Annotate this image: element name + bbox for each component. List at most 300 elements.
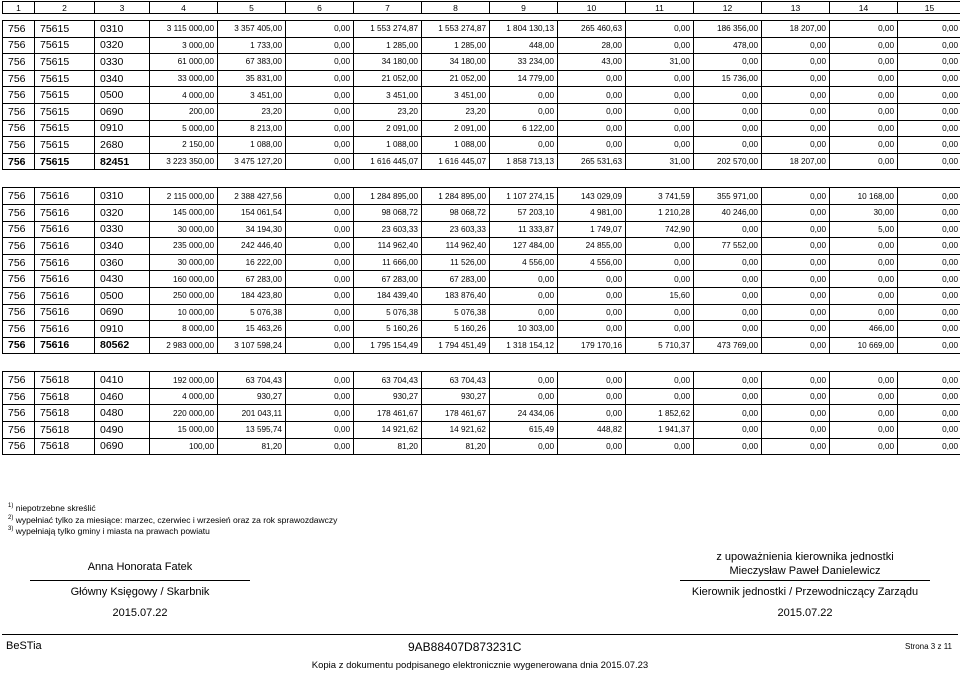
cell-col-1: 756 [3,70,35,87]
cell-col-5: 34 194,30 [218,221,286,238]
cell-col-15: 0,00 [898,70,960,87]
cell-col-9: 0,00 [490,388,558,405]
cell-col-2: 75618 [35,405,95,422]
cell-col-2: 75615 [35,120,95,137]
cell-col-8: 5 160,26 [422,321,490,338]
cell-col-4: 160 000,00 [150,271,218,288]
cell-col-9: 57 203,10 [490,204,558,221]
cell-col-11: 0,00 [626,21,694,38]
column-number: 14 [830,2,898,14]
cell-col-13: 0,00 [762,120,830,137]
cell-col-12: 0,00 [694,120,762,137]
cell-col-2: 75615 [35,103,95,120]
cell-col-1: 756 [3,153,35,170]
cell-col-5: 35 831,00 [218,70,286,87]
cell-col-6: 0,00 [286,287,354,304]
cell-col-12: 0,00 [694,405,762,422]
cell-col-6: 0,00 [286,337,354,354]
cell-col-7: 34 180,00 [354,54,422,71]
app-name: BeSTia [6,640,42,652]
cell-col-2: 75616 [35,254,95,271]
cell-col-9: 11 333,87 [490,221,558,238]
cell-col-14: 0,00 [830,271,898,288]
cell-col-7: 3 451,00 [354,87,422,104]
cell-col-8: 23 603,33 [422,221,490,238]
cell-col-10: 4 981,00 [558,204,626,221]
cell-col-2: 75615 [35,37,95,54]
footnote-1: $^{1)}$ niepotrzebne skreślić [8,503,96,513]
cell-col-9: 127 484,00 [490,238,558,255]
table-row [3,70,960,87]
cell-col-3: 0910 [95,321,150,338]
cell-col-7: 1 553 274,87 [354,21,422,38]
cell-col-12: 0,00 [694,287,762,304]
cell-col-9: 0,00 [490,438,558,455]
cell-col-6: 0,00 [286,21,354,38]
column-number: 9 [490,2,558,14]
cell-col-4: 3 000,00 [150,37,218,54]
cell-col-4: 61 000,00 [150,54,218,71]
cell-col-7: 178 461,67 [354,405,422,422]
table-row [3,103,960,120]
cell-col-7: 1 088,00 [354,137,422,154]
cell-col-3: 0360 [95,254,150,271]
cell-col-5: 3 107 598,24 [218,337,286,354]
footer-rule [2,634,958,635]
cell-col-15: 0,00 [898,254,960,271]
cell-col-9: 6 122,00 [490,120,558,137]
cell-col-4: 200,00 [150,103,218,120]
cell-col-1: 756 [3,388,35,405]
spacer-row [3,170,960,188]
cell-col-11: 0,00 [626,388,694,405]
copy-note: Kopia z dokumentu podpisanego elektronicznie wygenerowana dnia 2015.07.23 [311,660,649,671]
cell-col-7: 81,20 [354,438,422,455]
cell-col-6: 0,00 [286,204,354,221]
cell-col-11: 3 741,59 [626,188,694,205]
cell-col-7: 67 283,00 [354,271,422,288]
cell-col-13: 0,00 [762,137,830,154]
cell-col-14: 0,00 [830,21,898,38]
cell-col-15: 0,00 [898,321,960,338]
cell-col-4: 5 000,00 [150,120,218,137]
cell-col-6: 0,00 [286,70,354,87]
spacer-row [3,14,960,21]
cell-col-8: 98 068,72 [422,204,490,221]
cell-col-14: 0,00 [830,137,898,154]
cell-col-7: 5 076,38 [354,304,422,321]
cell-col-11: 31,00 [626,54,694,71]
cell-col-3: 0430 [95,271,150,288]
cell-col-15: 0,00 [898,21,960,38]
cell-col-1: 756 [3,137,35,154]
cell-col-1: 756 [3,103,35,120]
cell-col-9: 0,00 [490,137,558,154]
cell-col-13: 0,00 [762,54,830,71]
cell-col-12: 186 356,00 [694,21,762,38]
cell-col-15: 0,00 [898,422,960,439]
cell-col-3: 0410 [95,372,150,389]
cell-col-3: 80562 [95,337,150,354]
cell-col-12: 0,00 [694,254,762,271]
column-number: 15 [898,2,960,14]
cell-col-7: 63 704,43 [354,372,422,389]
cell-col-11: 5 710,37 [626,337,694,354]
cell-col-3: 2680 [95,137,150,154]
cell-col-12: 77 552,00 [694,238,762,255]
cell-col-1: 756 [3,54,35,71]
cell-col-1: 756 [3,422,35,439]
column-number: 12 [694,2,762,14]
cell-col-9: 0,00 [490,304,558,321]
cell-col-1: 756 [3,304,35,321]
cell-col-8: 1 794 451,49 [422,337,490,354]
cell-col-15: 0,00 [898,204,960,221]
cell-col-11: 0,00 [626,254,694,271]
cell-col-13: 0,00 [762,405,830,422]
cell-col-14: 0,00 [830,405,898,422]
cell-col-14: 30,00 [830,204,898,221]
cell-col-2: 75616 [35,337,95,354]
cell-col-4: 145 000,00 [150,204,218,221]
cell-col-11: 0,00 [626,137,694,154]
cell-col-15: 0,00 [898,103,960,120]
cell-col-8: 178 461,67 [422,405,490,422]
cell-col-9: 1 858 713,13 [490,153,558,170]
cell-col-15: 0,00 [898,120,960,137]
cell-col-15: 0,00 [898,287,960,304]
signer-left-role: Główny Księgowy / Skarbnik [70,586,210,598]
cell-col-13: 18 207,00 [762,21,830,38]
cell-col-4: 30 000,00 [150,221,218,238]
cell-col-10: 265 460,63 [558,21,626,38]
cell-col-6: 0,00 [286,153,354,170]
table-row [3,422,960,439]
cell-col-13: 0,00 [762,287,830,304]
cell-col-2: 75615 [35,153,95,170]
cell-col-1: 756 [3,204,35,221]
cell-col-12: 473 769,00 [694,337,762,354]
cell-col-8: 81,20 [422,438,490,455]
cell-col-10: 0,00 [558,137,626,154]
cell-col-9: 1 804 130,13 [490,21,558,38]
cell-col-10: 1 749,07 [558,221,626,238]
cell-col-12: 0,00 [694,54,762,71]
cell-col-7: 98 068,72 [354,204,422,221]
cell-col-8: 34 180,00 [422,54,490,71]
cell-col-1: 756 [3,287,35,304]
cell-col-5: 1 088,00 [218,137,286,154]
cell-col-5: 184 423,80 [218,287,286,304]
cell-col-7: 21 052,00 [354,70,422,87]
cell-col-9: 0,00 [490,287,558,304]
cell-col-4: 15 000,00 [150,422,218,439]
signer-right-role: Kierownik jednostki / Przewodniczący Zarządu [691,586,919,598]
cell-col-9: 448,00 [490,37,558,54]
cell-col-4: 220 000,00 [150,405,218,422]
cell-col-8: 930,27 [422,388,490,405]
cell-col-9: 10 303,00 [490,321,558,338]
table-row [3,405,960,422]
cell-col-1: 756 [3,254,35,271]
cell-col-4: 2 150,00 [150,137,218,154]
cell-col-10: 0,00 [558,271,626,288]
cell-col-1: 756 [3,87,35,104]
cell-col-12: 0,00 [694,438,762,455]
cell-col-6: 0,00 [286,221,354,238]
column-number: 2 [35,2,95,14]
cell-col-9: 33 234,00 [490,54,558,71]
cell-col-2: 75615 [35,70,95,87]
cell-col-15: 0,00 [898,137,960,154]
cell-col-5: 13 595,74 [218,422,286,439]
cell-col-14: 0,00 [830,54,898,71]
cell-col-10: 0,00 [558,120,626,137]
table-row [3,388,960,405]
cell-col-3: 0340 [95,70,150,87]
cell-col-7: 1 284 895,00 [354,188,422,205]
cell-col-3: 0460 [95,388,150,405]
cell-col-5: 23,20 [218,103,286,120]
cell-col-13: 0,00 [762,87,830,104]
cell-col-2: 75615 [35,87,95,104]
cell-col-2: 75615 [35,21,95,38]
cell-col-14: 0,00 [830,388,898,405]
table-row [3,120,960,137]
cell-col-13: 0,00 [762,238,830,255]
cell-col-6: 0,00 [286,422,354,439]
cell-col-11: 0,00 [626,120,694,137]
cell-col-10: 28,00 [558,37,626,54]
cell-col-12: 202 570,00 [694,153,762,170]
cell-col-5: 3 475 127,20 [218,153,286,170]
cell-col-15: 0,00 [898,54,960,71]
table-row [3,304,960,321]
cell-col-6: 0,00 [286,438,354,455]
cell-col-1: 756 [3,238,35,255]
cell-col-1: 756 [3,337,35,354]
table-row [3,438,960,455]
signer-right-line1: z upoważnienia kierownika jednostki [716,551,894,563]
cell-col-7: 11 666,00 [354,254,422,271]
cell-col-8: 1 285,00 [422,37,490,54]
cell-col-6: 0,00 [286,372,354,389]
signer-right-name: Mieczysław Paweł Danielewicz [729,565,881,577]
cell-col-6: 0,00 [286,405,354,422]
cell-col-8: 3 451,00 [422,87,490,104]
cell-col-1: 756 [3,271,35,288]
cell-col-14: 0,00 [830,153,898,170]
cell-col-3: 0320 [95,204,150,221]
cell-col-15: 0,00 [898,153,960,170]
cell-col-14: 5,00 [830,221,898,238]
cell-col-3: 0320 [95,37,150,54]
footnote-3: $^{3)}$ wypełniają tylko gminy i miasta na prawach powiatu [8,526,210,536]
cell-col-12: 0,00 [694,137,762,154]
cell-col-11: 0,00 [626,304,694,321]
signer-left-name: Anna Honorata Fatek [87,561,193,573]
cell-col-15: 0,00 [898,337,960,354]
cell-col-15: 0,00 [898,372,960,389]
cell-col-7: 23 603,33 [354,221,422,238]
cell-col-15: 0,00 [898,87,960,104]
cell-col-11: 742,90 [626,221,694,238]
cell-col-5: 3 451,00 [218,87,286,104]
cell-col-2: 75615 [35,137,95,154]
column-number: 1 [3,2,35,14]
cell-col-5: 67 383,00 [218,54,286,71]
cell-col-1: 756 [3,37,35,54]
cell-col-7: 14 921,62 [354,422,422,439]
cell-col-11: 31,00 [626,153,694,170]
signature-line-right [680,580,930,581]
cell-col-11: 1 941,37 [626,422,694,439]
cell-col-11: 0,00 [626,37,694,54]
cell-col-12: 15 736,00 [694,70,762,87]
cell-col-11: 0,00 [626,238,694,255]
cell-col-14: 466,00 [830,321,898,338]
signature-line-left [30,580,250,581]
column-number: 13 [762,2,830,14]
cell-col-13: 0,00 [762,438,830,455]
cell-col-3: 0500 [95,87,150,104]
cell-col-6: 0,00 [286,188,354,205]
cell-col-5: 201 043,11 [218,405,286,422]
cell-col-10: 4 556,00 [558,254,626,271]
signer-right-date: 2015.07.22 [777,607,833,619]
cell-col-4: 2 115 000,00 [150,188,218,205]
cell-col-13: 0,00 [762,271,830,288]
cell-col-4: 235 000,00 [150,238,218,255]
cell-col-15: 0,00 [898,221,960,238]
cell-col-13: 0,00 [762,188,830,205]
cell-col-2: 75616 [35,204,95,221]
cell-col-2: 75618 [35,372,95,389]
cell-col-9: 615,49 [490,422,558,439]
cell-col-10: 0,00 [558,388,626,405]
cell-col-10: 0,00 [558,70,626,87]
cell-col-4: 30 000,00 [150,254,218,271]
cell-col-10: 0,00 [558,287,626,304]
table-row [3,238,960,255]
cell-col-13: 0,00 [762,422,830,439]
cell-col-10: 179 170,16 [558,337,626,354]
cell-col-6: 0,00 [286,137,354,154]
column-number: 4 [150,2,218,14]
cell-col-12: 40 246,00 [694,204,762,221]
cell-col-7: 114 962,40 [354,238,422,255]
cell-col-11: 0,00 [626,87,694,104]
table-row [3,87,960,104]
column-number: 11 [626,2,694,14]
cell-col-5: 1 733,00 [218,37,286,54]
column-number: 6 [286,2,354,14]
cell-col-9: 14 779,00 [490,70,558,87]
cell-col-13: 0,00 [762,221,830,238]
cell-col-9: 1 318 154,12 [490,337,558,354]
cell-col-5: 15 463,26 [218,321,286,338]
cell-col-5: 8 213,00 [218,120,286,137]
cell-col-14: 0,00 [830,254,898,271]
cell-col-3: 82451 [95,153,150,170]
cell-col-11: 0,00 [626,321,694,338]
cell-col-7: 930,27 [354,388,422,405]
cell-col-14: 0,00 [830,238,898,255]
cell-col-2: 75616 [35,287,95,304]
column-number: 7 [354,2,422,14]
report-table [2,1,960,455]
cell-col-8: 1 284 895,00 [422,188,490,205]
cell-col-2: 75616 [35,321,95,338]
table-row [3,21,960,38]
cell-col-6: 0,00 [286,238,354,255]
table-row [3,287,960,304]
table-row [3,254,960,271]
cell-col-15: 0,00 [898,388,960,405]
cell-col-1: 756 [3,120,35,137]
cell-col-12: 0,00 [694,321,762,338]
cell-col-4: 250 000,00 [150,287,218,304]
cell-col-12: 0,00 [694,87,762,104]
cell-col-3: 0330 [95,221,150,238]
cell-col-11: 0,00 [626,438,694,455]
cell-col-6: 0,00 [286,37,354,54]
cell-col-2: 75618 [35,438,95,455]
cell-col-4: 10 000,00 [150,304,218,321]
cell-col-9: 24 434,06 [490,405,558,422]
cell-col-6: 0,00 [286,304,354,321]
cell-col-2: 75616 [35,221,95,238]
table-row [3,37,960,54]
cell-col-7: 1 616 445,07 [354,153,422,170]
cell-col-14: 0,00 [830,103,898,120]
cell-col-15: 0,00 [898,188,960,205]
cell-col-1: 756 [3,321,35,338]
cell-col-13: 0,00 [762,337,830,354]
cell-col-4: 8 000,00 [150,321,218,338]
cell-col-10: 0,00 [558,103,626,120]
table-row [3,137,960,154]
cell-col-8: 114 962,40 [422,238,490,255]
cell-col-15: 0,00 [898,405,960,422]
cell-col-8: 63 704,43 [422,372,490,389]
table-row [3,54,960,71]
cell-col-14: 0,00 [830,37,898,54]
table-row [3,321,960,338]
cell-col-5: 81,20 [218,438,286,455]
cell-col-6: 0,00 [286,103,354,120]
cell-col-9: 0,00 [490,87,558,104]
cell-col-3: 0340 [95,238,150,255]
cell-col-5: 930,27 [218,388,286,405]
cell-col-8: 1 616 445,07 [422,153,490,170]
cell-col-1: 756 [3,188,35,205]
cell-col-10: 0,00 [558,372,626,389]
cell-col-10: 265 531,63 [558,153,626,170]
cell-col-12: 0,00 [694,388,762,405]
column-number: 10 [558,2,626,14]
cell-col-6: 0,00 [286,254,354,271]
cell-col-14: 0,00 [830,120,898,137]
cell-col-12: 0,00 [694,372,762,389]
cell-col-8: 11 526,00 [422,254,490,271]
cell-col-8: 67 283,00 [422,271,490,288]
cell-col-15: 0,00 [898,438,960,455]
cell-col-4: 33 000,00 [150,70,218,87]
cell-col-12: 355 971,00 [694,188,762,205]
cell-col-15: 0,00 [898,271,960,288]
column-number: 8 [422,2,490,14]
